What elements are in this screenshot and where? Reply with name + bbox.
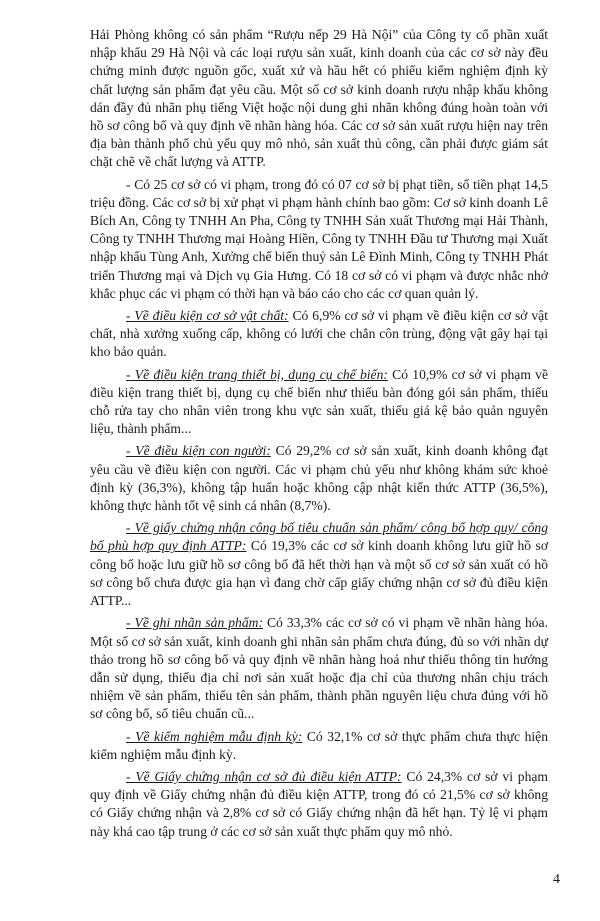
paragraph-text: Có 32,1% cơ sở thực phẩm chưa thực hiện kiểm nghiệm mẫu định kỳ. <box>90 728 548 762</box>
paragraph-testing <box>90 728 548 764</box>
paragraph-text: Có 19,3% các cơ sở kinh doanh không lưu giữ hồ sơ công bố hoặc lưu giữ hồ sơ công bố đã hết thời hạn và một số cơ sở sản xuất có hồ sơ công bố chưa được gia hạn vì đang chờ cấp giấy chứng nhận cơ sở đủ điều kiện ATTP... <box>90 538 549 609</box>
paragraph-lead: - Về điều kiện cơ sở vật chất: <box>126 308 289 324</box>
paragraph-text: Có 10,9% cơ sở vi phạm về điều kiện trang thiết bị, dụng cụ chế biến như thiếu bàn đóng gói sản phẩm, thiếu chỗ rửa tay cho nhân viên trong khu vực sản xuất, thiếu giá kệ bảo quản nguyên liệu, thành phẩm... <box>90 366 548 437</box>
paragraph-equipment <box>90 366 548 439</box>
paragraph-text: Có 33,3% các cơ sở có vi phạm về nhãn hàng hóa. Một số cơ sở sản xuất, kinh doanh ghi nhãn sản phẩm chưa đúng, đủ so với nhãn dự thảo trong hồ sơ công bố và quy định về nhãn hàng hoá như thiếu thông tin hướng dẫn sử dụng, thiếu địa chỉ nơi sản xuất hoặc địa chỉ của thương nhân chịu trách nhiệm về sản phẩm, thiếu tên sản phẩm, thành phần nguyên liệu chưa đúng với hồ sơ công bố, số tiêu chuẩn cũ... <box>90 615 548 722</box>
document-body <box>90 26 548 845</box>
paragraph-1 <box>90 26 548 172</box>
paragraph-lead: - Về giấy chứng nhận công bố tiêu chuẩn sản phẩm/ công bố hợp quy/ công bố phù hợp quy định ATTP: <box>90 520 548 554</box>
page-number: 4 <box>553 872 560 887</box>
paragraph-personnel <box>90 442 548 515</box>
paragraph-text: Có 6,9% cơ sở vi phạm về điều kiện cơ sở vật chất, nhà xưởng xuống cấp, không có lưới che chắn côn trùng, động vật gây hại tại kho bảo quản. <box>90 308 548 360</box>
paragraph-lead: - Về Giấy chứng nhận cơ sở đủ điều kiện ATTP: <box>126 768 402 784</box>
paragraph-text: - Có 25 cơ sở có vi phạm, trong đó có 07 cơ sở bị phạt tiền, số tiền phạt 14,5 triệu đồng. Các cơ sở bị xử phạt vi phạm hành chính bao gồm: Cơ sở kinh doanh Lê Bích An, Công ty TNHH An Pha, Công ty TNHH Sản xuất Thương mại Hải Thành, Công ty TNHH Thương mại Hoàng Hiền, Công ty TNHH Đầu tư Thương mại Xuất nhập khẩu Tùng Anh, Xưởng chế biến thuỷ sản Lê Đình Minh, Công ty TNHH Phát triển Thương mại và Dịch vụ Gia Hưng. Có 18 cơ sở có vi phạm và được nhắc nhở khắc phục các vi phạm có thời hạn và báo cáo cho các cơ quan quản lý. <box>90 176 548 301</box>
paragraph-lead: - Về kiểm nghiệm mẫu định kỳ: <box>126 728 303 744</box>
paragraph-lead: - Về điều kiện con người: <box>126 443 271 459</box>
paragraph-facilities <box>90 307 548 362</box>
paragraph-2 <box>90 176 548 303</box>
paragraph-license <box>90 768 548 841</box>
paragraph-certification <box>90 519 548 610</box>
paragraph-text: Hải Phòng không có sản phẩm “Rượu nếp 29 Hà Nội” của Công ty cổ phần xuất nhập khẩu 29 Hà Nội và các loại rượu sản xuất, kinh doanh của các cơ sở này đều chứng minh được nguồn gốc, xuất xứ và hầu hết có phiếu kiểm nghiệm định kỳ chất lượng sản phẩm đạt yêu cầu. Một số cơ sở kinh doanh rượu nhập khẩu không dán đầy đủ nhãn phụ tiếng Việt hoặc nội dung ghi nhãn không đúng hoàn toàn với hồ sơ công bố và quy định về nhãn hàng hóa. Các cơ sở sản xuất rượu hiện nay trên địa bàn thành phố chủ yếu quy mô nhỏ, sản xuất thủ công, cần phải được giám sát chặt chẽ về chất lượng và ATTP. <box>90 27 548 170</box>
paragraph-lead: - Về ghi nhãn sản phẩm: <box>126 615 263 631</box>
paragraph-labeling <box>90 614 548 723</box>
paragraph-text: Có 29,2% cơ sở sản xuất, kinh doanh không đạt yêu cầu về điều kiện con người. Các vi phạm chủ yếu như không khám sức khoẻ định kỳ (36,3%), không tập huấn hoặc không cập nhật kiến thức ATTP (36,5%), không thực hành tốt vệ sinh cá nhân (8,7%). <box>90 443 548 514</box>
paragraph-text: Có 24,3% cơ sở vi phạm quy định về Giấy chứng nhận đủ điều kiện ATTP, trong đó có 21,5% cơ sở không có Giấy chứng nhận và 2,8% cơ sở có Giấy chứng nhận đã hết hạn. Tỷ lệ vi phạm này khá cao tập trung ở các cơ sở sản xuất thực phẩm quy mô nhỏ. <box>90 768 548 839</box>
paragraph-lead: - Về điều kiện trang thiết bị, dụng cụ chế biến: <box>126 366 388 382</box>
